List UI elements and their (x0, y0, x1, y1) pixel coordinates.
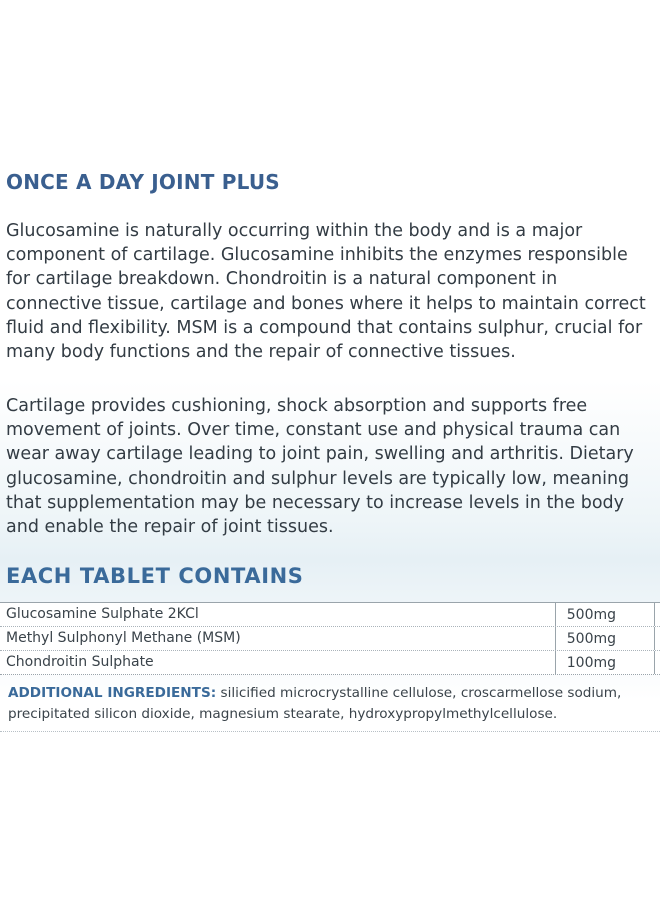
table-row (0, 651, 660, 674)
description-paragraph-2: Cartilage provides cushioning, shock absorption and supports free movement of joints. Over time, constant use and physical trauma can wear away cartilage leading to joint pain, swelling and arthritis. Dietary glucosamine, chondroitin and sulphur levels are typically low, meaning that supplementation may be necessary to increase levels in the body and enable the repair of joint tissues. (6, 396, 634, 538)
product-title: ONCE A DAY JOINT PLUS (6, 170, 280, 194)
contents-title: EACH TABLET CONTAINS (6, 564, 304, 588)
table-row (0, 603, 660, 627)
additional-ingredients-text: silicified microcrystalline cellulose, croscarmellose sodium, precipitated silicon dioxide, magnesium stearate, hydroxypropylmethylcellulose. (8, 685, 622, 722)
ingredient-amount: 500mg (556, 603, 655, 626)
ingredient-name: Methyl Sulphonyl Methane (MSM) (0, 627, 556, 650)
divider (0, 731, 660, 732)
ingredients-table (0, 602, 660, 675)
description-paragraph-1: Glucosamine is naturally occurring within the body and is a major component of cartilage. Glucosamine inhibits the enzymes responsible for cartilage breakdown. Chondroitin is a natural component in connective tissue, cartilage and bones where it helps to maintain correct fluid and flexibility. MSM is a compound that contains sulphur, crucial for many body functions and the repair of connective tissues. (6, 221, 646, 363)
ingredient-name: Glucosamine Sulphate 2KCl (0, 603, 556, 626)
ingredient-name: Chondroitin Sulphate (0, 651, 556, 674)
additional-ingredients (8, 683, 658, 725)
additional-ingredients-label: ADDITIONAL INGREDIENTS: (8, 685, 217, 701)
table-row (0, 627, 660, 651)
ingredient-amount: 100mg (556, 651, 655, 674)
ingredient-amount: 500mg (556, 627, 655, 650)
